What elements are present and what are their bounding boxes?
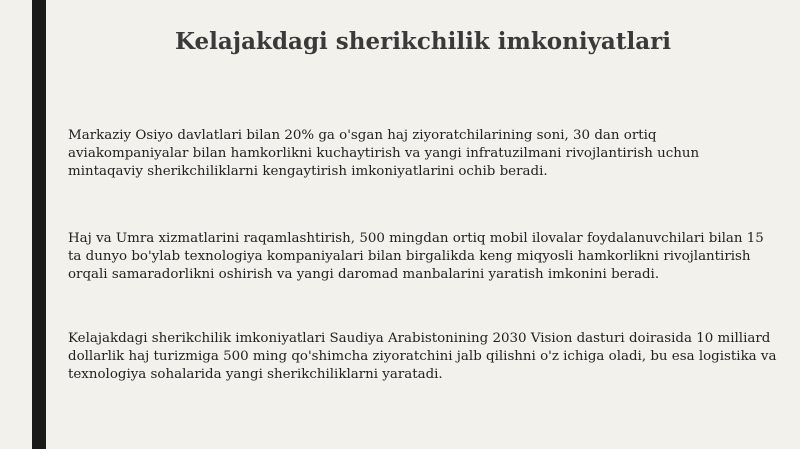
paragraph-regional-partnerships: Markaziy Osiyo davlatlari bilan 20% ga o'sgan haj ziyoratchilarining soni, 30 dan ortiq aviakompaniyalar bilan hamkorlikni kuchaytirish va yangi infratuzilmani rivojlantirish uchun mintaqaviy sherikchiliklarni kengaytirish imkoniyatlarini ochib beradi.	[68, 128, 700, 179]
paragraph-vision-2030: Kelajakdagi sherikchilik imkoniyatlari Saudiya Arabistonining 2030 Vision dasturi doirasida 10 milliard dollarlik haj turizmiga 500 ming qo'shimcha ziyoratchini jalb qilishni o'z ichiga oladi, bu esa logistika va texnologiya sohalarida yangi sherikchiliklarni yaratadi.	[68, 331, 777, 382]
left-accent-bar	[32, 0, 46, 449]
slide-title: Kelajakdagi sherikchilik imkoniyatlari	[175, 28, 671, 55]
paragraph-digitalization: Haj va Umra xizmatlarini raqamlashtirish, 500 mingdan ortiq mobil ilovalar foydalanuvchilari bilan 15 ta dunyo bo'ylab texnologiya kompaniyalari bilan birgalikda keng miqyosli hamkorlikni rivojlantirish orqali samaradorlikni oshirish va yangi daromad manbalarini yaratish imkonini beradi.	[68, 231, 764, 282]
